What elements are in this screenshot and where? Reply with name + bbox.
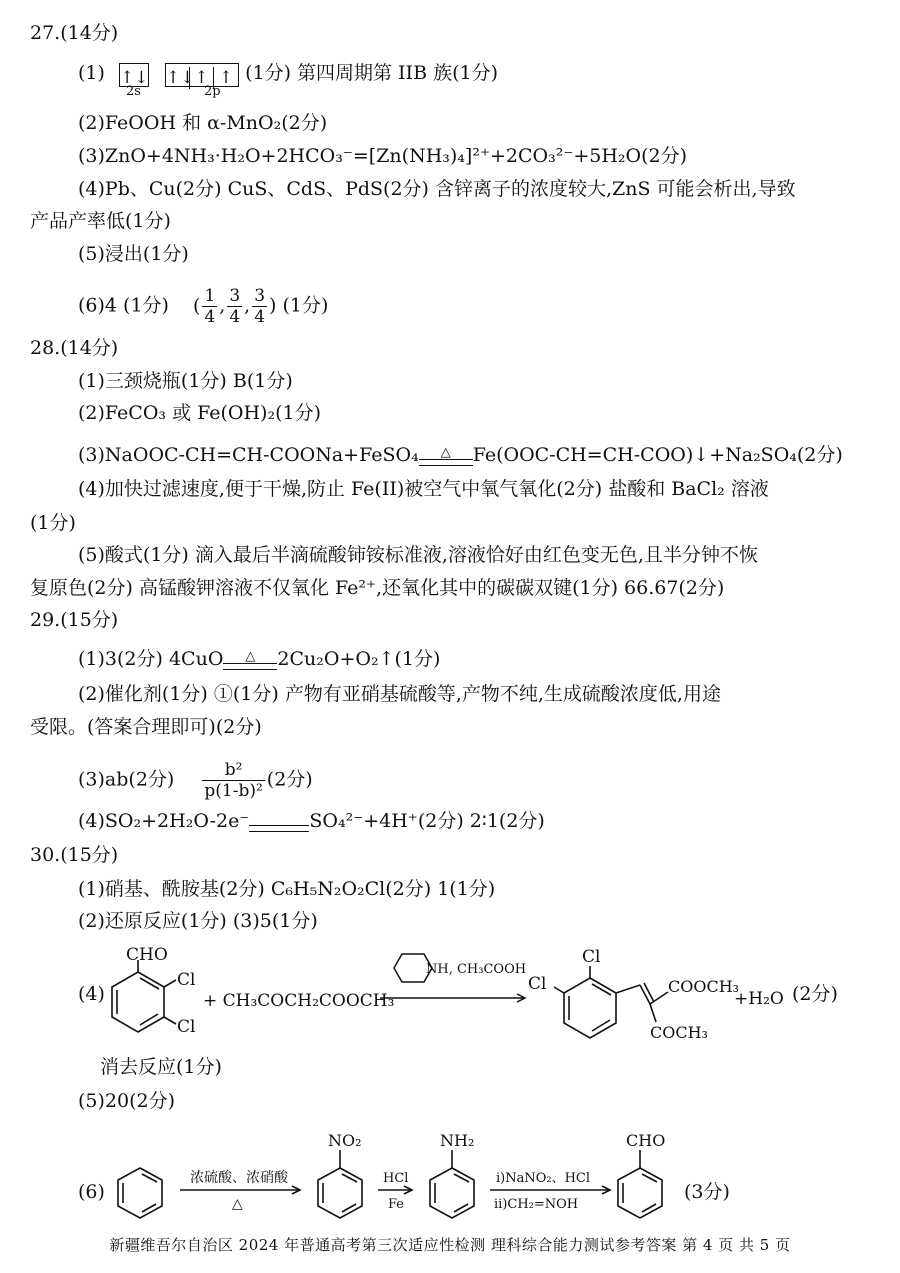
q28-line5b: 复原色(2分) 高锰酸钾溶液不仅氧化 Fe²⁺,还氧化其中的碳碳双键(1分) 66.67(2分) <box>30 577 725 599</box>
aniline-icon <box>430 1150 474 1218</box>
heat-equals-sign: △ <box>419 446 473 466</box>
benzene-icon <box>118 1168 162 1218</box>
fraction-3: $\frac{3}{4}$ <box>254 286 266 327</box>
nh2-group: NH₂ <box>440 1131 475 1150</box>
q27-line1: (1) ↑↓ ↑↓↑ ↑ (1分) 第四周期第 IIB 族(1分) <box>78 62 498 88</box>
q27-line4b: 产品产率低(1分) <box>30 210 171 232</box>
q28-line1: (1)三颈烧瓶(1分) B(1分) <box>78 370 293 392</box>
q29-line1: (1)3(2分) 4CuO △ 2Cu₂O+O₂↑(1分) <box>78 648 441 670</box>
reaction-conditions: NH, CH₃COOH <box>426 962 527 977</box>
q28-line5: (5)酸式(1分) 滴入最后半滴硫酸铈铵标准液,溶液恰好由红色变无色,且半分钟不恢 <box>78 544 758 566</box>
benzene-ring-reactant <box>112 960 176 1032</box>
reaction-arrow <box>180 1186 300 1194</box>
step2-reagent: HCl <box>383 1171 409 1186</box>
fraction-2: $\frac{3}{4}$ <box>229 286 241 327</box>
rate-fraction: $\frac{\text{b²}}{\text{p(1-b)²}}$ <box>204 760 263 801</box>
q28-line2: (2)FeCO₃ 或 Fe(OH)₂(1分) <box>78 402 322 424</box>
q27-line5: (5)浸出(1分) <box>78 243 189 265</box>
step3-reagent: i)NaNO₂、HCl <box>496 1171 591 1186</box>
q30-header: 30.(15分) <box>30 844 119 866</box>
reaction-arrow <box>490 1186 610 1194</box>
q28-header: 28.(14分) <box>30 337 119 359</box>
q30-line5: (5)20(2分) <box>78 1090 176 1112</box>
q30-l4-type: 消去反应(1分) <box>100 1056 222 1078</box>
step1-condition: △ <box>232 1196 243 1212</box>
orbital-2s: ↑↓ <box>119 63 149 87</box>
q27-line3: (3)ZnO+4NH₃·H₂O+2HCO₃⁻=[Zn(NH₃)₄]²⁺+2CO₃²⁻+5H₂O(2分) <box>78 145 688 167</box>
q30-l6-score: (3分) <box>684 1181 730 1203</box>
q28-line3: (3)NaOOC-CH=CH-COONa+FeSO₄ △ Fe(OOC-CH=CH-COO)↓+Na₂SO₄(2分) <box>78 444 843 466</box>
q27-line6: (6)4 (1分) ( $\frac{1}{4}$ , $\frac{3}{4}$ , $\frac{3}{4}$ ) (1分) <box>78 286 329 327</box>
q29-line2b: 受限。(答案合理即可)(2分) <box>30 716 262 738</box>
q29-line4: (4)SO₂+2H₂O-2e⁻ SO₄²⁻+4H⁺(2分) 2∶1(2分) <box>78 810 545 832</box>
reaction-scheme-4 <box>0 940 900 1045</box>
orbital-2s-label: 2s <box>126 84 141 99</box>
cl-substituent: Cl <box>528 974 547 994</box>
cl-substituent: Cl <box>177 1017 196 1037</box>
q27-line2: (2)FeOOH 和 α-MnO₂(2分) <box>78 112 328 134</box>
orbital-2p-label: 2p <box>204 84 221 99</box>
q30-line1: (1)硝基、酰胺基(2分) C₆H₅N₂O₂Cl(2分) 1(1分) <box>78 878 496 900</box>
coch3-group: COCH₃ <box>650 1023 708 1042</box>
water-product: +H₂O <box>734 989 784 1009</box>
q29-line3: (3)ab(2分) $\frac{\text{b²}}{\text{p(1-b)²}}$ (2分) <box>78 760 313 801</box>
cho-group: CHO <box>626 1131 666 1150</box>
cho-group: CHO <box>126 945 168 965</box>
q30-line2: (2)还原反应(1分) (3)5(1分) <box>78 910 318 932</box>
q30-l6-label: (6) <box>78 1181 105 1203</box>
synthesis-route-6 <box>0 1118 900 1226</box>
q30-l4-label: (4) <box>78 983 105 1005</box>
q27-line4: (4)Pb、Cu(2分) CuS、CdS、PdS(2分) 含锌离子的浓度较大,ZnS 可能会析出,导致 <box>78 178 796 200</box>
orbital-2p: ↑↓↑ ↑ <box>165 63 239 87</box>
nitrobenzene-icon <box>318 1150 362 1218</box>
benzaldehyde-icon <box>618 1150 662 1218</box>
cooch3-group: COOCH₃ <box>668 977 740 996</box>
q29-header: 29.(15分) <box>30 609 119 631</box>
no2-group: NO₂ <box>328 1131 362 1150</box>
q29-line2: (2)催化剂(1分) ①(1分) 产物有亚硝基硫酸等,产物不纯,生成硫酸浓度低,用途 <box>78 683 721 705</box>
q28-line4: (4)加快过滤速度,便于干燥,防止 Fe(II)被空气中氧气氧化(2分) 盐酸和 BaCl₂ 溶液 <box>78 478 769 500</box>
cl-substituent: Cl <box>582 947 601 967</box>
step1-reagent: 浓硫酸、浓硝酸 <box>190 1170 288 1186</box>
page-footer: 新疆维吾尔自治区 2024 年普通高考第三次适应性检测 理科综合能力测试参考答案 第 4 页 共 5 页 <box>109 1236 791 1254</box>
equals-sign <box>249 812 309 832</box>
q27-header: 27.(14分) <box>30 22 119 44</box>
cl-substituent: Cl <box>177 970 196 990</box>
step3-condition: ii)CH₂=NOH <box>494 1197 579 1212</box>
q30-l4-score: (2分) <box>792 983 838 1005</box>
reaction-arrow <box>378 1186 412 1194</box>
acetoacetate-reagent: + CH₃COCH₂COOCH₃ <box>203 991 395 1011</box>
heat-equals-sign: △ <box>223 650 277 670</box>
fraction-1: $\frac{1}{4}$ <box>204 286 216 327</box>
q28-line4b: (1分) <box>30 512 76 534</box>
step2-condition: Fe <box>388 1197 405 1212</box>
